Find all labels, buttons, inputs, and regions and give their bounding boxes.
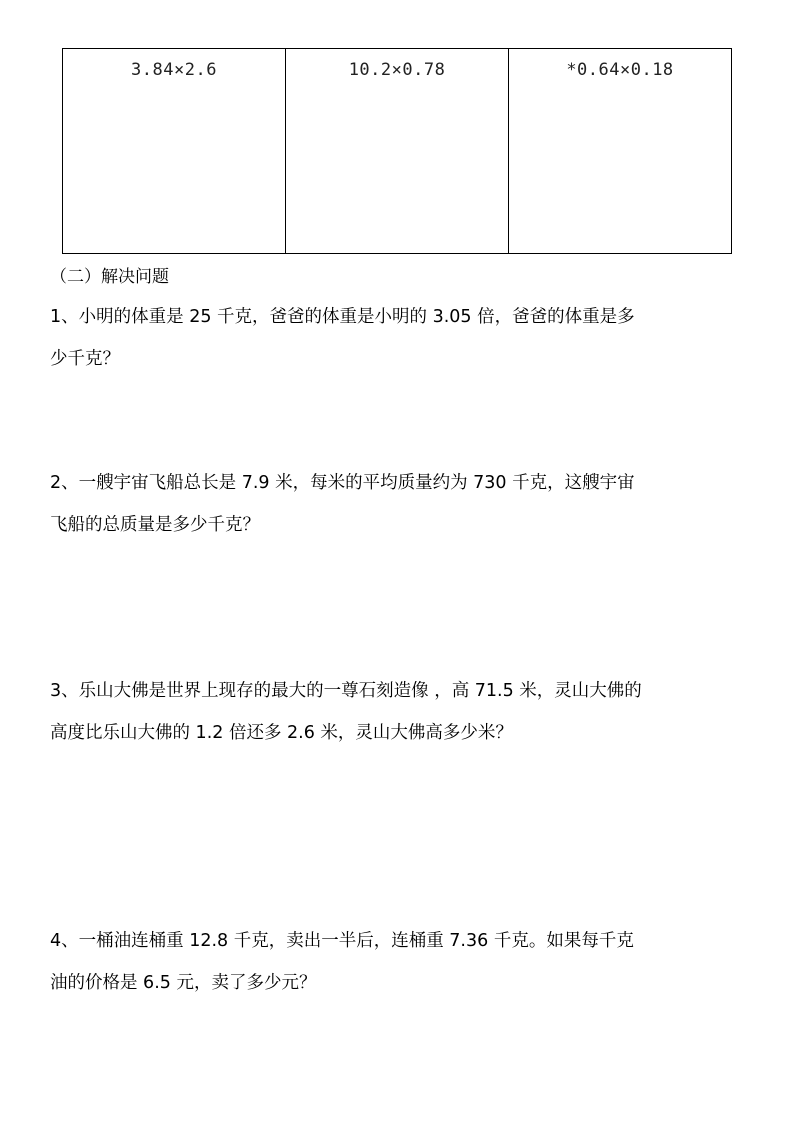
word-problem-4 xyxy=(50,920,750,1004)
word-problem-3 xyxy=(50,670,750,754)
section-title: （二）解决问题 xyxy=(50,267,169,287)
calculation-expression: 10.2×0.78 xyxy=(348,60,446,80)
problem-line: 3、乐山大佛是世界上现存的最大的一尊石刻造像 ，高 71.5 米，灵山大佛的 xyxy=(50,681,642,701)
calculation-table xyxy=(62,48,732,254)
calculation-cell xyxy=(509,49,732,254)
problem-line: 4、一桶油连桶重 12.8 千克，卖出一半后，连桶重 7.36 千克。如果每千克 xyxy=(50,931,634,951)
word-problem-1 xyxy=(50,296,750,380)
problem-line: 飞船的总质量是多少千克？ xyxy=(50,515,260,535)
word-problem-2 xyxy=(50,462,750,546)
problem-line: 1、小明的体重是 25 千克，爸爸的体重是小明的 3.05 倍，爸爸的体重是多 xyxy=(50,307,635,327)
problem-line: 油的价格是 6.5 元，卖了多少元？ xyxy=(50,973,317,993)
calculation-cell xyxy=(63,49,286,254)
calculation-cell xyxy=(286,49,509,254)
calculation-expression: 3.84×2.6 xyxy=(131,60,217,80)
problem-line: 高度比乐山大佛的 1.2 倍还多 2.6 米，灵山大佛高多少米？ xyxy=(50,723,513,743)
calculation-expression: *0.64×0.18 xyxy=(566,60,674,80)
problem-line: 少千克？ xyxy=(50,349,120,369)
calculation-row xyxy=(63,49,732,254)
problem-line: 2、一艘宇宙飞船总长是 7.9 米，每米的平均质量约为 730 千克，这艘宇宙 xyxy=(50,473,635,493)
